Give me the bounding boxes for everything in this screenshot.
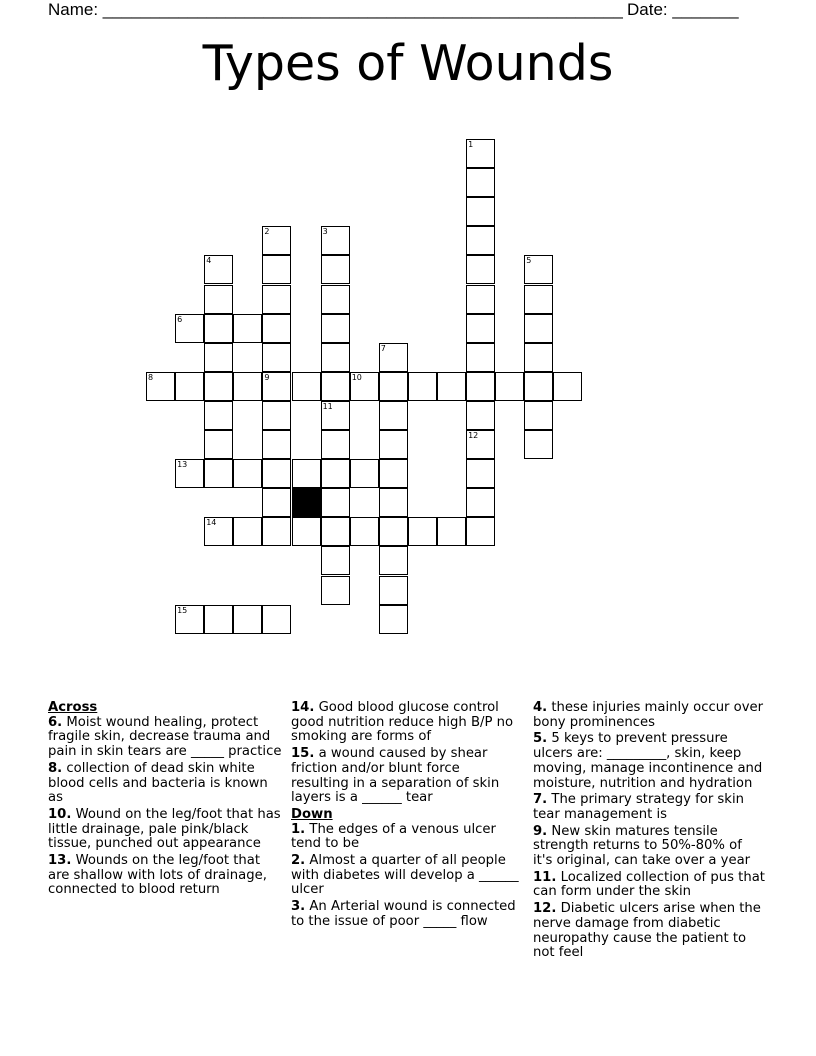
grid-cell[interactable] [292, 517, 321, 546]
grid-cell[interactable] [524, 401, 553, 430]
grid-cell[interactable] [262, 255, 291, 284]
clue-across-15: 15. a wound caused by shear friction and/or blunt force resulting in a separation of skin layers is a ______ tear [291, 746, 500, 806]
grid-cell[interactable] [175, 372, 204, 401]
grid-cell[interactable] [204, 314, 233, 343]
grid-cell[interactable] [175, 459, 204, 488]
clue-number: 2 [264, 227, 270, 237]
clue-down-7: 7. The primary strategy for skin tear management is [533, 792, 744, 822]
grid-cell[interactable] [466, 401, 495, 430]
grid-cell[interactable] [379, 517, 408, 546]
grid-cell[interactable] [466, 139, 495, 168]
clue-across-13: 13. Wounds on the leg/foot that are shallow with lots of drainage, connected to blood return [48, 853, 267, 898]
grid-cell[interactable] [379, 430, 408, 459]
grid-cell[interactable] [262, 430, 291, 459]
clue-number: 7 [380, 343, 386, 353]
grid-cell[interactable] [204, 401, 233, 430]
clue-number: 11 [322, 401, 333, 411]
clue-number: 9 [264, 372, 270, 382]
clue-down-1: 1. The edges of a venous ulcer tend to be [291, 821, 496, 852]
clue-across-10: 10. Wound on the leg/foot that has little drainage, pale pink/black tissue, punched out appearance [48, 806, 281, 852]
grid-cell[interactable] [350, 459, 379, 488]
grid-cell[interactable] [262, 401, 291, 430]
grid-cell[interactable] [233, 314, 262, 343]
grid-cell[interactable] [466, 168, 495, 197]
grid-cell[interactable] [379, 546, 408, 575]
clue-down-11: 11. Localized collection of pus that can form under the skin [533, 869, 765, 900]
grid-cell[interactable] [233, 517, 262, 546]
grid-cell[interactable] [466, 343, 495, 372]
grid-cell[interactable] [524, 372, 553, 401]
grid-cell[interactable] [350, 517, 379, 546]
grid-cell[interactable] [408, 372, 437, 401]
grid-cell[interactable] [321, 343, 350, 372]
grid-cell[interactable] [379, 576, 408, 605]
grid-cell[interactable] [379, 401, 408, 430]
clue-number: 14 [206, 518, 217, 528]
grid-cell[interactable] [292, 372, 321, 401]
clue-number: 5 [526, 256, 532, 266]
grid-cell[interactable] [466, 314, 495, 343]
clues-column-3 [533, 701, 765, 963]
grid-cell[interactable] [379, 605, 408, 634]
grid-cell[interactable] [466, 517, 495, 546]
grid-cell[interactable] [524, 343, 553, 372]
grid-cell[interactable] [262, 517, 291, 546]
grid-cell[interactable] [524, 255, 553, 284]
clue-down-5: 5. 5 keys to prevent pressure ulcers are: _________, skin, keep moving, manage incontinence and moisture, nutrition and hydration [533, 731, 763, 791]
grid-cell[interactable] [321, 546, 350, 575]
clue-number: 3 [322, 227, 328, 237]
date-field[interactable]: Date: _______ [627, 0, 739, 19]
grid-cell[interactable] [262, 488, 291, 517]
clue-number: 8 [148, 372, 154, 382]
clue-number: 6 [177, 314, 183, 324]
grid-cell[interactable] [321, 576, 350, 605]
grid-cell[interactable] [204, 285, 233, 314]
grid-cell[interactable] [321, 255, 350, 284]
clue-down-2: 2. Almost a quarter of all people with diabetes will develop a ______ ulcer [291, 853, 519, 898]
grid-cell[interactable] [233, 372, 262, 401]
grid-cell[interactable] [204, 459, 233, 488]
grid-cell[interactable] [321, 226, 350, 255]
clue-down-4: 4. these injuries mainly occur over bony prominences [533, 700, 764, 730]
grid-cell[interactable] [466, 285, 495, 314]
grid-cell[interactable] [321, 459, 350, 488]
grid-cell[interactable] [233, 459, 262, 488]
clue-down-9: 9. New skin matures tensile strength returns to 50%-80% of it's original, can take over a year [533, 823, 751, 869]
grid-cell[interactable] [437, 372, 466, 401]
grid-cell[interactable] [262, 343, 291, 372]
grid-cell[interactable] [204, 430, 233, 459]
grid-cell[interactable] [204, 517, 233, 546]
grid-cell[interactable] [466, 372, 495, 401]
clues-column-2 [291, 701, 521, 932]
grid-cell[interactable] [553, 372, 582, 401]
grid-cell[interactable] [495, 372, 524, 401]
grid-cell[interactable] [524, 430, 553, 459]
grid-cell[interactable] [379, 372, 408, 401]
clue-across-6: 6. Moist wound healing, protect fragile skin, decrease trauma and pain in skin tears are _____ practice [48, 714, 282, 760]
grid-cell[interactable] [379, 459, 408, 488]
grid-cell[interactable] [262, 459, 291, 488]
grid-cell[interactable] [321, 314, 350, 343]
grid-cell[interactable] [437, 517, 466, 546]
down-heading: Down [291, 806, 333, 822]
grid-cell[interactable] [262, 372, 291, 401]
grid-cell[interactable] [466, 459, 495, 488]
grid-cell[interactable] [466, 197, 495, 226]
grid-cell[interactable] [175, 314, 204, 343]
grid-cell[interactable] [146, 372, 175, 401]
grid-cell[interactable] [262, 285, 291, 314]
clue-down-12: 12. Diabetic ulcers arise when the nerve damage from diabetic neuropathy cause the patient to not feel [533, 901, 761, 961]
grid-cell[interactable] [321, 517, 350, 546]
grid-cell[interactable] [321, 401, 350, 430]
clues-column-1 [48, 701, 284, 900]
clue-number: 4 [206, 256, 212, 266]
grid-cell[interactable] [321, 285, 350, 314]
grid-cell[interactable] [204, 372, 233, 401]
grid-cell[interactable] [262, 314, 291, 343]
grid-cell[interactable] [204, 343, 233, 372]
grid-cell[interactable] [204, 255, 233, 284]
clue-number: 15 [177, 605, 188, 615]
clue-down-3: 3. An Arterial wound is connected to the issue of poor _____ flow [291, 899, 516, 929]
grid-cell[interactable] [262, 226, 291, 255]
page-title: Types of Wounds [202, 35, 614, 92]
grid-cell[interactable] [292, 459, 321, 488]
clue-across-8: 8. collection of dead skin white blood cells and bacteria is known as [48, 760, 268, 806]
grid-cell[interactable] [321, 372, 350, 401]
grid-cell[interactable] [379, 488, 408, 517]
grid-cell[interactable] [524, 314, 553, 343]
clue-number: 1 [468, 140, 474, 149]
clue-number: 13 [177, 460, 188, 470]
grid-cell[interactable] [466, 255, 495, 284]
grid-cell[interactable] [350, 372, 379, 401]
grid-cell[interactable] [466, 488, 495, 517]
grid-cell[interactable] [262, 605, 291, 634]
across-heading: Across [48, 700, 98, 715]
name-field[interactable]: Name: _______________________________________________________ [48, 0, 623, 19]
grid-cell[interactable] [466, 226, 495, 255]
clue-number: 10 [351, 372, 362, 382]
grid-cell[interactable] [524, 285, 553, 314]
grid-cell[interactable] [321, 430, 350, 459]
grid-cell[interactable] [379, 343, 408, 372]
clue-across-14: 14. Good blood glucose control good nutrition reduce high B/P no smoking are forms of [291, 700, 514, 745]
grid-cell[interactable] [408, 517, 437, 546]
grid-cell[interactable] [233, 605, 262, 634]
grid-cell[interactable] [321, 488, 350, 517]
grid-cell[interactable] [466, 430, 495, 459]
clue-number: 12 [468, 431, 479, 440]
blocked-cell [292, 488, 321, 517]
grid-cell[interactable] [204, 605, 233, 634]
grid-cell[interactable] [175, 605, 204, 634]
